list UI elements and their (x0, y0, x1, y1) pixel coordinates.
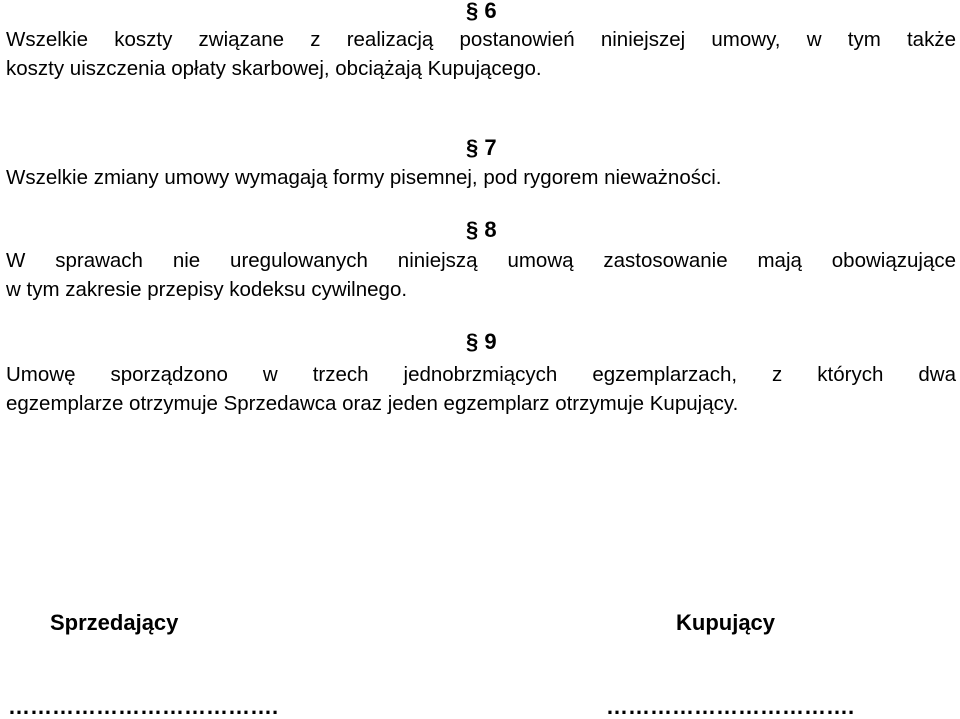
section-6-heading: § 6 (466, 0, 497, 23)
section-6-line-2: koszty uiszczenia opłaty skarbowej, obciążają Kupującego. (6, 57, 542, 80)
section-8-line-2: w tym zakresie przepisy kodeksu cywilnego. (6, 278, 408, 301)
section-6-line-1: Wszelkie koszty związane z realizacją postanowień niniejszej umowy, w tym także (6, 28, 956, 51)
section-7-heading: § 7 (466, 135, 497, 160)
section-9-line-2: egzemplarze otrzymuje Sprzedawca oraz jeden egzemplarz otrzymuje Kupujący. (6, 392, 739, 415)
section-9-heading: § 9 (466, 329, 497, 354)
buyer-signature-line: ……………………………. (606, 694, 855, 719)
section-6-paragraph (6, 25, 956, 83)
section-7-line-1: Wszelkie zmiany umowy wymagają formy pisemnej, pod rygorem nieważności. (6, 166, 722, 189)
section-8-paragraph (6, 246, 956, 304)
section-9-paragraph (6, 360, 956, 418)
section-8-line-1: W sprawach nie uregulowanych niniejszą umową zastosowanie mają obowiązujące (6, 249, 956, 272)
seller-signature-label: Sprzedający (50, 610, 179, 635)
section-8-heading: § 8 (466, 217, 497, 242)
seller-signature-line: ………………………………. (8, 694, 279, 719)
buyer-signature-label: Kupujący (676, 610, 776, 635)
section-7-paragraph (6, 163, 956, 192)
section-9-line-1: Umowę sporządzono w trzech jednobrzmiących egzemplarzach, z których dwa (6, 363, 956, 386)
